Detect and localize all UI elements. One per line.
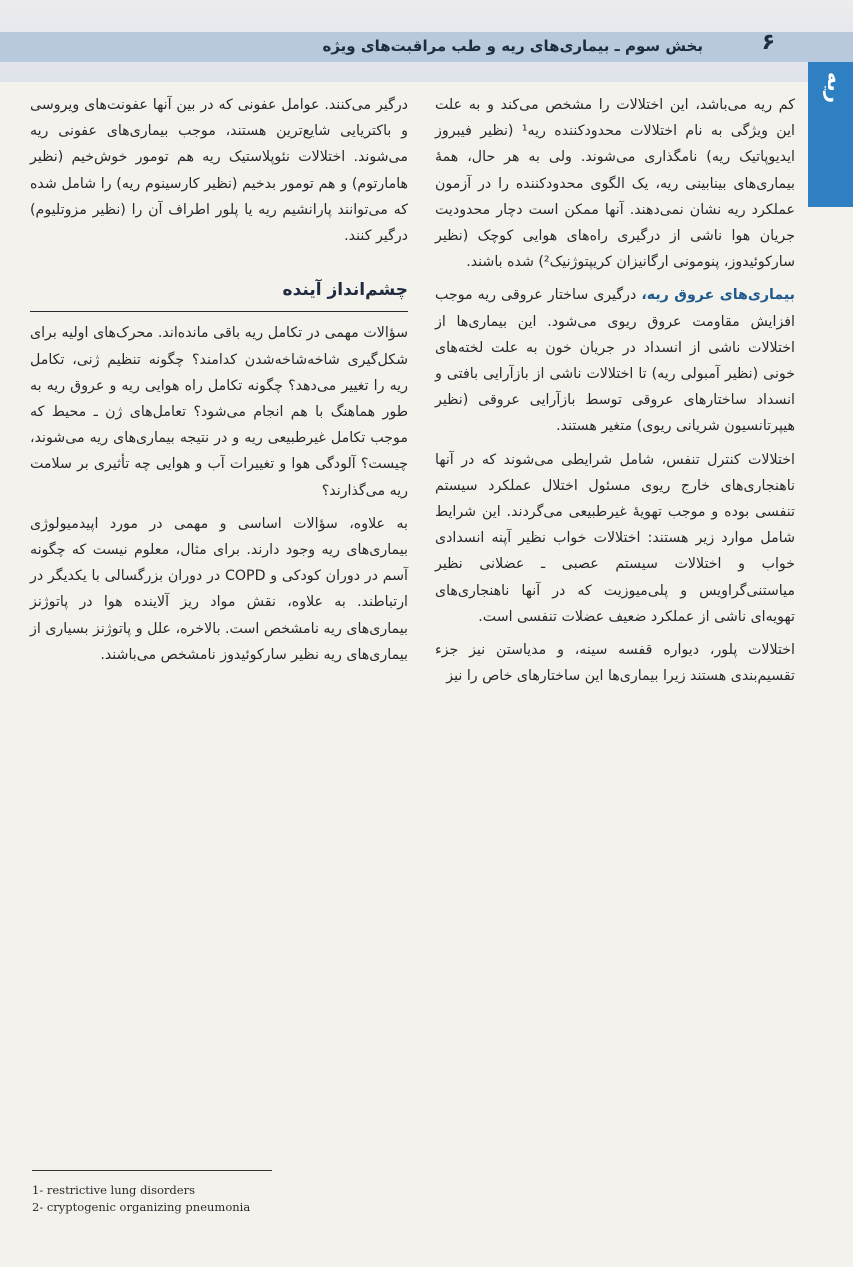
paragraph-subhead: بیماری‌های عروق ریه، bbox=[641, 287, 795, 304]
paragraph-text: درگیری ساختار عروقی ریه موجب افزایش مقاومت عروق ریوی می‌شود. این بیماری‌ها از اختلالات ناشی از انسداد در جریان خون به علت لخته‌های خونی (نظیر آمبولی ریه) تا اختلالات ناشی از بازآرایی بافتی و انسداد ساختارهای عروقی توسط بازآرایی عروقی (نظیر هیپرتانسیون شریانی ریوی) متغیر هستند. bbox=[435, 287, 795, 435]
left-column bbox=[30, 92, 408, 675]
page-number: ۶ bbox=[761, 30, 775, 55]
footnote: 1- restrictive lung disorders bbox=[32, 1183, 195, 1197]
section-heading: چشم‌انداز آینده bbox=[30, 277, 408, 312]
paragraph: سؤالات مهمی در تکامل ریه باقی مانده‌اند. محرک‌های اولیه برای شکل‌گیری شاخه‌شاخه‌شدن کدامند؟ چگونه تنظیم ژنی، تکامل ریه را تغییر می‌دهد؟ چگونه تکامل راه هوایی ریه و عروق ریه به طور هماهنگ با هم انجام می‌شود؟ تعامل‌های ژن ـ محیط که موجب تکامل غیرطبیعی ریه و در نتیجه بیماری‌های ریه می‌شوند، چیست؟ آلودگی هوا و تغییرات آب و هوایی چه تأثیری بر سلامت ریه می‌گذارند؟ bbox=[30, 325, 408, 499]
running-header-title: بخش سوم ـ بیماری‌های ریه و طب مراقبت‌های ویژه bbox=[322, 37, 703, 55]
paragraph: درگیر می‌کنند. عوامل عفونی که در بین آنها عفونت‌های ویروسی و باکتریایی شایع‌ترین هستند، موجب بیماری‌های عفونی ریه می‌شوند. اختلالات نئوپلاستیک ریه هم تومور خوش‌خیم (نظیر هامارتوم) و هم تومور بدخیم (نظیر کارسینوم ریه) را شامل شده که می‌توانند پارانشیم ریه یا پلور اطراف آن را (نظیر مزوتلیوم) درگیر کنند. bbox=[30, 97, 408, 245]
footnote: 2- cryptogenic organizing pneumonia bbox=[32, 1200, 251, 1214]
chapter-side-tab-label: ریه bbox=[823, 72, 847, 104]
paragraph: به علاوه، سؤالات اساسی و مهمی در مورد اپیدمیولوژی بیماری‌های ریه وجود دارند. برای مثال، معلوم نیست که چگونه آسم در دوران کودکی و COPD در دوران بزرگسالی با یکدیگر در ارتباطند. به علاوه، نقش مواد ریز آلاینده هوا در پاتوژنز بیماری‌های ریه نامشخص است. بالاخره، علل و پاتوژنز بسیاری از بیماری‌های ریه نظیر سارکوئیدوز نامشخص می‌باشند. bbox=[30, 515, 409, 663]
paragraph: اختلالات کنترل تنفس، شامل شرایطی می‌شوند که در آنها ناهنجاری‌های خارج ریوی مسئول اختلال عملکرد سیستم تنفسی بوده و موجب تهویهٔ غیرطبیعی می‌گردند. این شرایط شامل موارد زیر هستند: اختلالات خواب نظیر آپنه انسدادی خواب و اختلالات سیستم عصبی ـ عضلانی نظیر میاستنی‌گراویس و پلی‌میوزیت که در آنها ناهنجاری‌های تهویه‌ای ناشی از عملکرد ضعیف عضلات تنفسی است. bbox=[435, 451, 795, 625]
paragraph: کم ریه می‌باشد، این اختلالات را مشخص می‌کند و به علت این ویژگی به نام اختلالات محدودکننده ریه¹ (نظیر فیبروز ایدیوپاتیک ریه) نامگذاری می‌شوند. ولی به هر حال، همهٔ بیماری‌های بینابینی ریه، یک الگوی محدودکننده را در آزمون عملکرد ریه نشان نمی‌دهند. آنها ممکن است دچار محدودیت جریان هوا ناشی از درگیری راه‌های هوایی کوچک (نظیر سارکوئیدوز، پنومونی ارگانیزان کریپتوژنیک²) شده باشند. bbox=[435, 97, 795, 271]
footnotes bbox=[32, 1182, 250, 1216]
paragraph: اختلالات پلور، دیواره قفسه سینه، و مدیاستن نیز جزء تقسیم‌بندی هستند زیرا بیماری‌ها این ساختارهای خاص را نیز bbox=[435, 642, 795, 685]
footnote-divider bbox=[32, 1170, 272, 1171]
paragraph bbox=[435, 282, 795, 439]
right-column bbox=[435, 92, 795, 696]
